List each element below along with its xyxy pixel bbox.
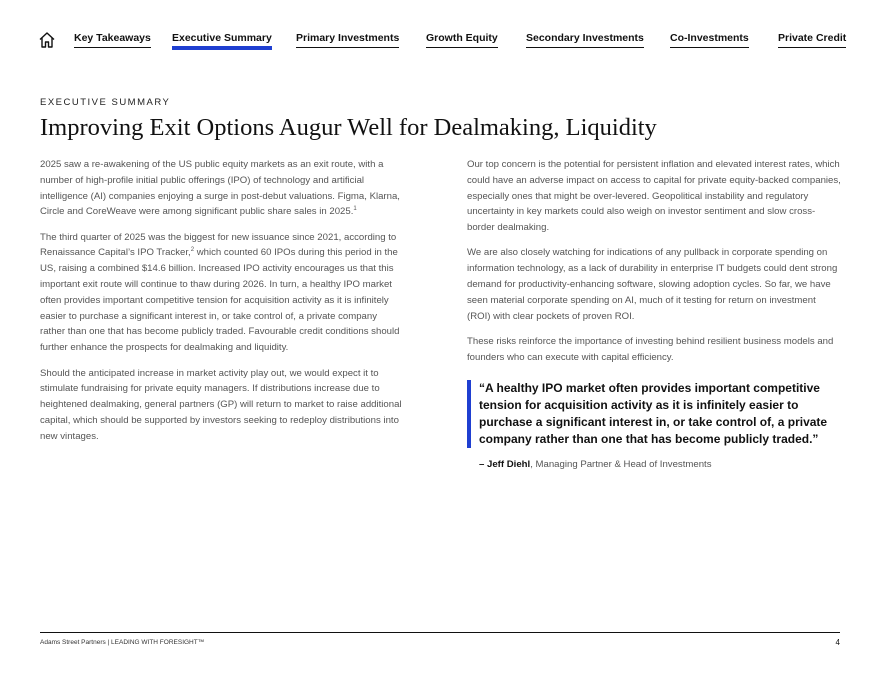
footnote-ref[interactable]: 2 (190, 247, 195, 254)
section-label: EXECUTIVE SUMMARY (40, 97, 171, 108)
paragraph: 2025 saw a re-awakening of the US public equity markets as an exit route, with a number of high-profile initial public offerings (IPO) of technology and artificial intelligence (AI) companies enjoying a surge in post-debut valuations. Figma, Klarna, Circle and CoreWeave were among significant public share sales in 2025.$^1$ (40, 159, 400, 218)
top-navigation (40, 30, 847, 52)
nav-growth-equity[interactable]: Growth Equity (426, 32, 498, 48)
paragraph: We are also closely watching for indications of any pullback in corporate spending on information technology, as a lack of durability in enterprise IT budgets could dent strong demand for productivity-enhancing software, slowing adoption cycles. So far, we have seen material corporate spending on AI, much of it testing for return on investment (ROI) with clear pockets of proven ROI. (467, 247, 838, 322)
nav-co-investments[interactable]: Co-Investments (670, 32, 749, 48)
nav-secondary-investments[interactable]: Secondary Investments (526, 32, 644, 48)
pull-quote: “A healthy IPO market often provides important competitive tension for acquisition activity as it is infinitely easier to purchase a significant interest in, or take control of, a private company rather than one that has become publicly traded.” (467, 380, 841, 448)
paragraph: The third quarter of 2025 was the biggest for new issuance since 2021, according to Renaissance Capital’s IPO Tracker,$^2$ which counted 60 IPOs during this period in the US, raising a combined $14.6 billion. Increased IPO activity encourages us that this important exit route will continue to thaw during 2026. In turn, a healthy IPO market often provides important competitive tension for acquisition activity as it is infinitely easier to purchase a significant interest in, or take control of, a private company rather than one that has become publicly traded. Favourable credit conditions should further enhance the prospects for dealmaking and liquidity. (40, 231, 400, 354)
paragraph: Our top concern is the potential for persistent inflation and elevated interest rates, which could have an adverse impact on access to capital for private equity-backed companies, especially ones that might be over-levered. Geopolitical instability and regulatory uncertainty in key markets could also weigh on investor sentiment and slow cross-border dealmaking. (467, 159, 841, 234)
right-column (467, 157, 841, 472)
home-icon[interactable] (38, 31, 56, 49)
page-number: 4 (835, 638, 840, 647)
footer-divider (40, 632, 840, 633)
left-column (40, 157, 402, 454)
nav-primary-investments[interactable]: Primary Investments (296, 32, 399, 48)
footnote-ref[interactable]: 1 (353, 206, 357, 213)
page-title: Improving Exit Options Augur Well for Dealmaking, Liquidity (40, 114, 657, 141)
nav-key-takeaways[interactable]: Key Takeaways (74, 32, 151, 48)
quote-attribution: – Jeff Diehl, Managing Partner & Head of Investments (479, 458, 712, 470)
footer-brand: Adams Street Partners | LEADING WITH FORESIGHT™ (40, 639, 205, 646)
nav-private-credit[interactable]: Private Credit (778, 32, 846, 48)
nav-executive-summary[interactable]: Executive Summary (172, 32, 272, 50)
paragraph: Should the anticipated increase in market activity play out, we would expect it to stimulate fundraising for private equity managers. If distributions increase due to heightened dealmaking, general partners (GP) will return to market to raise additional capital, which should be supported by investors seeking to redeploy distributions into new vintages. (40, 367, 402, 442)
paragraph: These risks reinforce the importance of investing behind resilient business models and founders who can execute with capital efficiency. (467, 335, 834, 363)
